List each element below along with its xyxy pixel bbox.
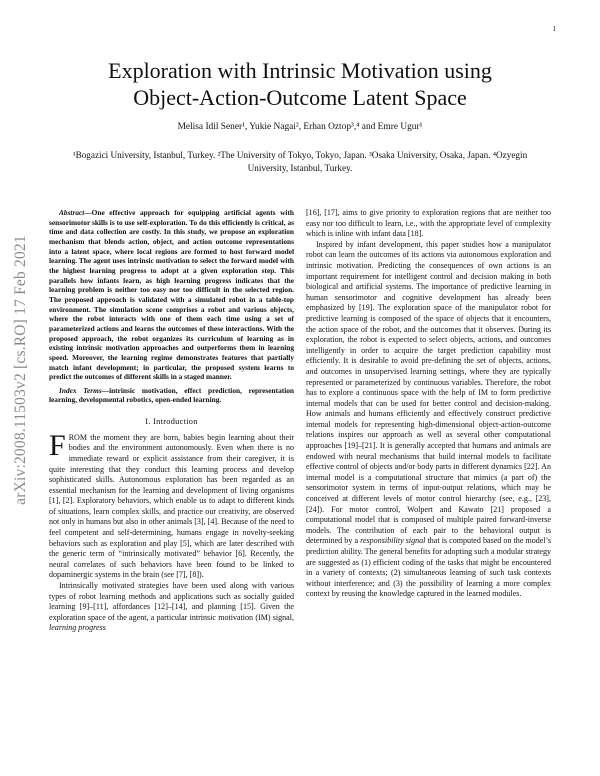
arxiv-stamp: [13, 190, 29, 550]
right-column: [306, 208, 551, 600]
paper-title: [60, 57, 540, 111]
title-line-1: Exploration with Intrinsic Motivation using: [108, 58, 492, 83]
index-terms-label: Index Terms: [59, 385, 102, 395]
right-paragraph-2-text: Inspired by infant development, this paper studies how a manipulator robot can learn the outcomes of its actions via autonomous exploration and intrinsic motivation. Predicting the consequences of own actions is an important requirement for intelligent control and decision making in both biological and artificial systems. The importance of predictive learning in human sensorimotor and cognitive development has already been emphasized by [19]. The exploration space of the manipulator robot for predictive learning is composed of the space of objects that it encounters, the action space of the robot, and the outcomes that it observes. During its exploration, the robot is expected to select objects, actions, and outcomes intelligently in order to acquire the target prediction capability most efficiently. It is desirable to avoid pre-defining the set of objects, actions, and outcomes in unsupervised learning settings, where they are typically represented or parameterized by continuous variables. Therefore, the robot has to explore a continuous space with the help of IM to form predictive internal models that can be used for better control and decision-making. How animals and humans efficiently and effectively construct predictive internal models for representing high-dimensional object-action-outcome relations inspires our approach as well as several other computational approaches [19]–[21]. It is generally accepted that humans and animals are endowed with neural mechanisms that build internal models to facilitate effective control of objects and/or body parts in different dynamics [22]. An internal model is a computational structure that mimics (a part of) the sensorimotor system in terms of input-output relations, which may be conceived at different levels of motor control hierarchy (see, e.g., [23], [24]). For motor control, Wolpert and Kawato [21] proposed a computational model that is composed of multiple paired forward-inverse models. The contribution of each pair to the behavioral output is determined by a: [306, 239, 551, 546]
intro-paragraph-2-text: Intrinsically motivated strategies have been used along with various types of robot learning methods and applications such as socially guided learning [9]–[11], affordances [12]–[14], and planning [15]. Given the exploration space of the agent, a particular intrinsic motivation (IM) signal,: [49, 581, 294, 622]
dropcap: F: [49, 428, 66, 462]
section-heading: I. Introduction: [145, 417, 198, 427]
abstract: [49, 208, 294, 382]
right-paragraph-2-text-end: that is computed based on the model’s prediction ability. The general benefits for adopting such a modular strategy are suggested as (1) efficient coding of the tasks that might be encountered in a variety of contexts; (2) simultaneous learning of such task contexts without interference; and (3) the possibility of learning a more complex context by reusing the knowledge captured in the learned modules.: [306, 536, 551, 599]
right-paragraph-1: [16], [17], aims to give priority to exploration regions that are neither too easy nor too difficult to learn, i.e., with the appropriate level of complexity which is inline with infant data [18].: [306, 208, 551, 239]
abstract-label: Abstract: [59, 208, 85, 217]
affiliations: ¹Bogazici University, Istanbul, Turkey. ²The University of Tokyo, Tokyo, Japan. ³Osaka University, Osaka, Japan. ⁴Ozyegin University, Istanbul, Turkey.: [72, 150, 528, 173]
right-paragraph-2-emphasis: responsibility signal: [360, 536, 426, 546]
authors: Melisa Idil Sener¹, Yukie Nagai², Erhan Oztop³,⁴ and Emre Ugur¹: [177, 122, 423, 132]
index-terms: [49, 386, 294, 405]
left-column: [49, 208, 294, 634]
abstract-text: —One effective approach for equipping artificial agents with sensorimotor skills is to use self-exploration. To do this efficiently is critical, as time and data collection are costly. In this study, we propose an exploration mechanism that blends action, object, and action outcome representations into a latent space, where local regions are formed to host forward model learning. The agent uses intrinsic motivation to select the forward model with the highest learning progress to adopt at a given exploration step. This parallels how infants learn, as high learning progress indicates that the learning problem is neither too easy nor too difficult in the selected region. The proposed approach is validated with a simulated robot in a table-top environment. The simulation scene comprises a robot and various objects, where the robot interacts with one of them each time using a set of parameterized actions and learns the outcomes of these interactions. With the proposed approach, the robot organizes its curriculum of learning as in existing intrinsic motivation approaches and outperforms them in learning speed. Moreover, the learning regime demonstrates features that partially match infant development; in particular, the proposed system learns to predict the outcomes of different skills in a staged manner.: [49, 208, 294, 382]
arxiv-stamp-text: arXiv:2008.11503v2 [cs.RO] 17 Feb 2021: [12, 235, 29, 505]
intro-paragraph-1: [49, 428, 294, 581]
page-number: 1: [552, 25, 556, 33]
index-terms-text: —intrinsic motivation, effect prediction, representation learning, developmental robotics, open-ended learning.: [49, 385, 294, 405]
intro-paragraph-2: [49, 581, 294, 634]
intro-paragraph-1-text: ROM the moment they are born, babies begin learning about their bodies and the environment autonomously. Even when there is no immediate reward or explicit assistance from their caregiver, it is quite interesting that they conduct this learning process and develop sophisticated skills. Autonomous exploration has been regarded as an essential mechanism for the learning and development of living organisms [1], [2]. Exploratory behaviors, which enable us to adapt to different kinds of situations, learn complex skills, and practice our creativity, are observed not only in humans but also in other animals [3], [4]. Because of the need to feel competent and self-determining, humans engage in novelty-seeking behaviors such as exploration and play [5], which are later described with the generic term of “intrinsically motivated” behavior [6]. Recently, the neural correlates of such behaviors have been found to be linked to dopaminergic systems in the brain (see [7], [8]).: [49, 432, 294, 580]
right-paragraph-2: [306, 240, 551, 600]
title-line-2: Object-Action-Outcome Latent Space: [133, 85, 467, 110]
intro-paragraph-2-emphasis: learning progress: [49, 623, 106, 633]
